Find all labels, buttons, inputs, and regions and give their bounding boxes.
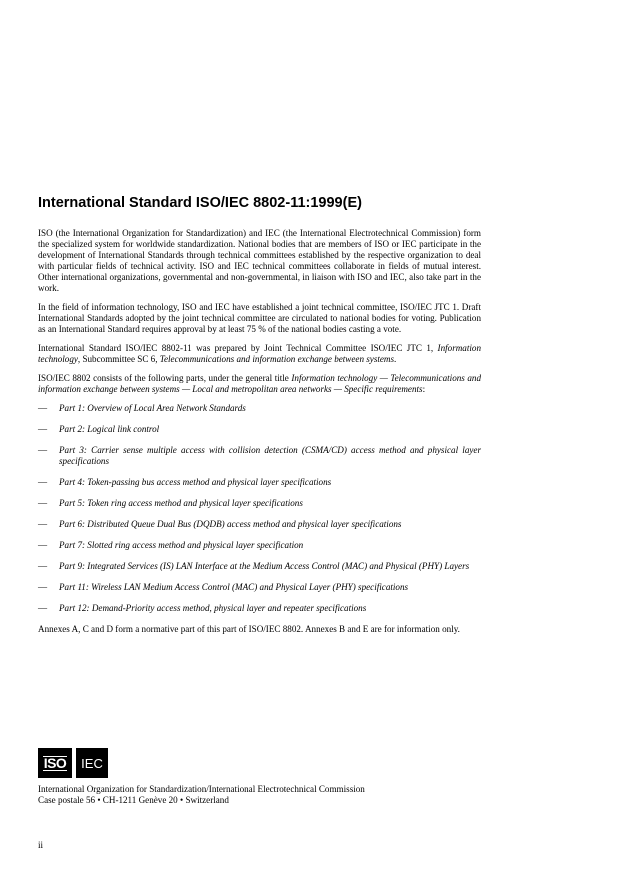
iec-logo bbox=[76, 748, 108, 778]
list-dash: — bbox=[38, 540, 48, 550]
list-dash: — bbox=[38, 519, 48, 529]
list-item bbox=[38, 561, 481, 572]
parts-list bbox=[38, 403, 481, 614]
list-item-text: Part 2: Logical link control bbox=[59, 424, 160, 434]
list-dash: — bbox=[38, 561, 48, 571]
paragraph-parts-intro bbox=[38, 373, 481, 395]
postal-address: Case postale 56 • CH-1211 Genève 20 • Switzerland bbox=[38, 795, 229, 805]
list-item bbox=[38, 477, 481, 488]
list-item-text: Part 3: Carrier sense multiple access with collision detection (CSMA/CD) access method and physical layer specifications bbox=[59, 445, 481, 466]
list-item bbox=[38, 540, 481, 551]
paragraph-text: ISO/IEC 8802 consists of the following parts, under the general title bbox=[38, 373, 292, 383]
list-item-text: Part 12: Demand-Priority access method, physical layer and repeater specifications bbox=[59, 603, 367, 613]
iso-logo bbox=[38, 748, 72, 778]
list-item-text: Part 11: Wireless LAN Medium Access Control (MAC) and Physical Layer (PHY) specifications bbox=[59, 582, 409, 592]
italic-text: Telecommunications and information exchange between systems bbox=[159, 354, 395, 364]
document-title: International Standard ISO/IEC 8802-11:1999(E) bbox=[38, 195, 362, 211]
paragraph-text: : bbox=[422, 384, 426, 394]
list-item-text: Part 6: Distributed Queue Dual Bus (DQDB) access method and physical layer specifications bbox=[59, 519, 402, 529]
list-item-text: Part 7: Slotted ring access method and physical layer specification bbox=[59, 540, 304, 550]
organization-address bbox=[38, 784, 365, 806]
paragraph-annexes: Annexes A, C and D form a normative part of this part of ISO/IEC 8802. Annexes B and E are for information only. bbox=[38, 624, 460, 634]
paragraph-prepared-by bbox=[38, 343, 481, 365]
list-dash: — bbox=[38, 582, 48, 592]
list-item bbox=[38, 519, 481, 530]
iec-logo-text: IEC bbox=[81, 755, 103, 771]
list-item-text: Part 5: Token ring access method and physical layer specifications bbox=[59, 498, 303, 508]
list-item bbox=[38, 603, 481, 614]
list-item bbox=[38, 498, 481, 509]
list-dash: — bbox=[38, 424, 48, 434]
paragraph-text: . bbox=[394, 354, 397, 364]
paragraph-iso-iec: ISO (the International Organization for Standardization) and IEC (the International Electrotechnical Commission) form the specialized system for worldwide standardization. National bodies that are members of ISO or IEC participate in the development of International Standards through technical committees established by the respective organization to deal with particular fields of technical activity. ISO and IEC technical committees collaborate in fields of mutual interest. Other international organizations, governmental and non-governmental, in liaison with ISO and IEC, also take part in the work. bbox=[38, 228, 481, 293]
list-dash: — bbox=[38, 603, 48, 613]
paragraph-text: , Subcommittee SC 6, bbox=[77, 354, 160, 364]
list-dash: — bbox=[38, 403, 48, 413]
logos bbox=[38, 748, 108, 778]
list-item bbox=[38, 403, 481, 414]
list-item-text: Part 9: Integrated Services (IS) LAN Interface at the Medium Access Control (MAC) and Physical (PHY) Layers bbox=[59, 561, 470, 571]
page-number: ii bbox=[38, 840, 44, 850]
list-item-text: Part 4: Token-passing bus access method and physical layer specifications bbox=[59, 477, 332, 487]
list-item bbox=[38, 445, 481, 467]
organization-name: International Organization for Standardization/International Electrotechnical Commission bbox=[38, 784, 365, 794]
list-dash: — bbox=[38, 445, 48, 455]
italic-text: Information technology bbox=[38, 343, 481, 364]
paragraph-text: International Standard ISO/IEC 8802-11 was prepared by Joint Technical Committee ISO/IEC JTC 1, bbox=[38, 343, 438, 353]
list-dash: — bbox=[38, 498, 48, 508]
list-dash: — bbox=[38, 477, 48, 487]
paragraph-jtc1: In the field of information technology, ISO and IEC have established a joint technical committee, ISO/IEC JTC 1. Draft International Standards adopted by the joint technical committee are circulated to national bodies for voting. Publication as an International Standard requires approval by at least 75 % of the national bodies casting a vote. bbox=[38, 302, 481, 334]
list-item-text: Part 1: Overview of Local Area Network Standards bbox=[59, 403, 246, 413]
iso-logo-text: ISO bbox=[43, 754, 67, 771]
list-item bbox=[38, 582, 481, 593]
list-item bbox=[38, 424, 481, 435]
italic-text: Information technology — Telecommunications and information exchange between systems — Local and metropolitan area networks — Specific requirements bbox=[38, 373, 481, 394]
foreword-body bbox=[38, 228, 481, 643]
